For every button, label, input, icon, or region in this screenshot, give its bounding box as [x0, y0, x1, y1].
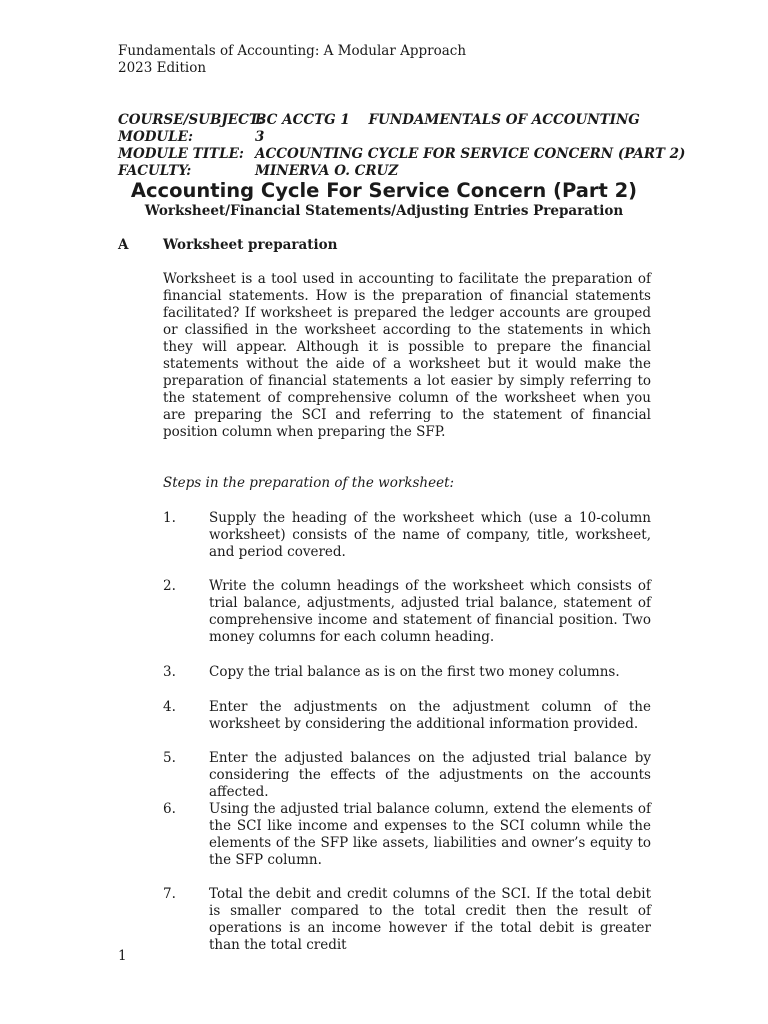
meta-key: FACULTY:: [118, 163, 192, 179]
page-title: Accounting Cycle For Service Concern (Part 2): [130, 179, 638, 202]
section-title: Worksheet preparation: [163, 237, 338, 253]
step-text: Total the debit and credit columns of the SCI. If the total debit is smaller compared to the total credit then the result of operations is an income however if the total debit is greater than the total credit: [209, 886, 651, 953]
step-number: 3.: [163, 664, 176, 680]
meta-value: 3: [255, 129, 265, 145]
step-text: Enter the adjusted balances on the adjusted trial balance by considering the effects of the adjustments on the accounts affected.: [209, 750, 651, 800]
page-number: 1: [118, 948, 127, 964]
step-number: 4.: [163, 699, 176, 715]
meta-row-module: [118, 129, 685, 146]
step-text: Write the column headings of the worksheet which consists of trial balance, adjustments, adjusted trial balance, statement of comprehensive income and statement of financial position. Two money columns for each column heading.: [209, 578, 651, 645]
step-text: Enter the adjustments on the adjustment column of the worksheet by considering the additional information provided.: [209, 699, 651, 732]
meta-key: MODULE TITLE:: [118, 146, 244, 162]
meta-row-module-title: [118, 146, 685, 163]
steps-heading: Steps in the preparation of the worksheet:: [163, 475, 455, 491]
section-paragraph: Worksheet is a tool used in accounting to facilitate the preparation of financial statements. How is the preparation of financial statements facilitated? If worksheet is prepared the ledger accounts are grouped or classified in the worksheet according to the statements in which they will appear. Although it is possible to prepare the financial statements without the aide of a worksheet but it would make the preparation of financial statements a lot easier by simply referring to the statement of comprehensive column of the worksheet when you are preparing the SCI and referring to the statement of financial position column when preparing the SFP.: [163, 271, 651, 440]
step-text: Using the adjusted trial balance column, extend the elements of the SCI like income and expenses to the SCI column while the elements of the SFP like assets, liabilities and owner’s equity to the SFP column.: [209, 801, 651, 868]
edition: 2023 Edition: [118, 60, 207, 76]
meta-key: COURSE/SUBJECT:: [118, 112, 264, 128]
step-number: 6.: [163, 801, 176, 817]
meta-value: MINERVA O. CRUZ: [255, 163, 399, 179]
page-subtitle: Worksheet/Financial Statements/Adjusting Entries Preparation: [144, 203, 624, 219]
step-number: 5.: [163, 750, 176, 766]
module-info: [118, 112, 685, 180]
step-number: 2.: [163, 578, 176, 594]
step-text: Supply the heading of the worksheet which (use a 10-column worksheet) consists of the name of company, title, worksheet, and period covered.: [209, 510, 651, 560]
section-letter: A: [118, 237, 129, 253]
meta-value: BC ACCTG 1 FUNDAMENTALS OF ACCOUNTING: [255, 112, 640, 128]
step-number: 1.: [163, 510, 176, 526]
step-number: 7.: [163, 886, 176, 902]
book-title: Fundamentals of Accounting: A Modular Approach: [118, 43, 467, 59]
step-text: Copy the trial balance as is on the first two money columns.: [209, 664, 620, 680]
meta-value: ACCOUNTING CYCLE FOR SERVICE CONCERN (PART 2): [255, 146, 686, 162]
meta-key: MODULE:: [118, 129, 193, 145]
meta-row-course: [118, 112, 685, 129]
